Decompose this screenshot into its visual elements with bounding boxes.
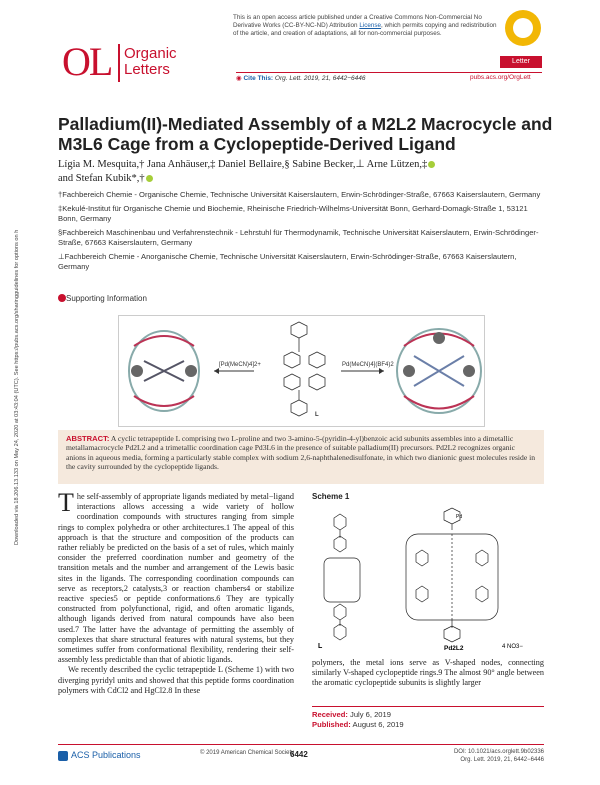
acs-logo-icon <box>58 751 68 761</box>
pd-atom <box>433 332 445 344</box>
author-list: Lígia M. Mesquita,† Jana Anhäuser,‡ Daniel Bellaire,§ Sabine Becker,⊥ Arne Lützen,‡ and Stefan Kubik*,† <box>58 158 528 186</box>
ligand-L-label: L <box>318 643 323 650</box>
download-side-note <box>6 230 36 550</box>
footer-rule <box>58 744 544 745</box>
affiliation-item: ‡Kekulé-Institut für Organische Chemie und Biochemie, Rheinische Friedrich-Wilhelms-Universität Bonn, Gerhard-Domagk-Straße 1, 53121 Bonn, Germany <box>58 204 528 223</box>
cite-icon: ◉ <box>236 75 242 82</box>
dates-rule <box>312 706 544 707</box>
doi-link[interactable]: DOI: 10.1021/acs.orglett.9b02336 <box>453 749 544 755</box>
side-note-text: Downloaded via 18.206.13.133 on May 24, 2020 at 03:43:04 (UTC). See https://pubs.acs.org/sharingguidelines for options on how to legitimately share published articles. <box>14 230 20 545</box>
reagent-right: Pd(MeCN)4](BF4)2 <box>342 362 394 368</box>
abstract-text: A cyclic tetrapeptide L comprising two L-proline and two 3-amino-5-(pyridin-4-yl)benzoic acid subunits assembles into a dimetallic metallamacrocycle Pd2L2 and a trimetallic coordination cage Pd3L6 in the presence of suitable palladium(II) precursors. Pd2L2 recognizes organic anions in aqueous media, forming a particularly stable complex with sodium 2,6-naphthalenedisulfonate, in which two dianionic guest molecules reside in the cavity surrounded by the cyclopeptide ligands. <box>66 434 536 472</box>
copyright: © 2019 American Chemical Society <box>200 750 295 756</box>
doi-citation: DOI: 10.1021/acs.orglett.9b02336 Org. Lett. 2019, 21, 6442−6446 <box>420 748 544 764</box>
journal-logo-ol: OL <box>62 39 112 84</box>
orcid-icon[interactable] <box>428 161 435 168</box>
pd-atom <box>403 365 415 377</box>
drop-cap: T <box>58 488 74 517</box>
open-access-notice: This is an open access article published under a Creative Commons Non-Commercial No Derivative Works (CC-BY-NC-ND) Attribution License, which permits copying and redistribution of the article, and creation of adaptations, all for non-commercial purposes. <box>233 14 497 37</box>
pd-atom <box>463 365 475 377</box>
pd2l2-label: Pd2L2 <box>444 645 464 652</box>
cite-this[interactable]: ◉ Cite This: Org. Lett. 2019, 21, 6442−6446 <box>236 75 366 82</box>
orcid-icon[interactable] <box>146 175 153 182</box>
toc-graphic-svg <box>119 316 484 426</box>
article-type-badge: Letter <box>500 56 542 68</box>
body-paragraph: he self-assembly of appropriate ligands mediated by metal−ligand interactions allows accessing a wide variety of hollow coordination compounds with structures ranging from simple rings to complex polyhedra or other architectures.1 The appeal of this approach is that the structure and composition of the products can rather reliably be predicted on the basis of a set of rules, which mainly consider the preferred coordination number and geometry of the transition metals and the number and arrangement of the Lewis basic sites in the ligands. The corresponding coordination compounds can serve as receptors,2 catalysts,3 or reaction chambers4 or stabilize reactive species5 or peptide conformations.6 They are typically constructed from polyfunctional, rigid, and often aromatic ligands, although ligands derived from natural compounds have also been used.7 The latter have the advantage of permitting the assembly of complexes that share structural features with natural systems, but they sometimes suffer from conformational flexibility, rendering their self-assembly less predictable than that of abiotic ligands. <box>58 492 294 665</box>
abstract-heading: ABSTRACT: <box>66 434 110 443</box>
affiliation-item: ⊥Fachbereich Chemie - Anorganische Chemie, Technische Universität Kaiserslautern, Erwin-Schrödinger-Straße, 67663 Kaiserslautern, Germany <box>58 252 517 271</box>
header-rule <box>236 72 542 73</box>
journal-url-link[interactable]: pubs.acs.org/OrgLett <box>470 74 531 81</box>
body-right-column: polymers, the metal ions serve as V-shaped nodes, connecting similarly V-shaped cyclopeptide rings.9 The almost 90° angle between the aromatic cyclopeptide subunits is slightly larger <box>312 658 544 688</box>
page-number: 6442 <box>290 750 308 759</box>
pd2l2-drawing <box>406 508 498 642</box>
ligand-L-drawing <box>324 514 360 640</box>
abstract-box <box>58 430 544 484</box>
supporting-info-link[interactable]: Supporting Information <box>66 294 147 303</box>
anion-label: 4 NO3− <box>502 644 523 650</box>
ligand-structure <box>284 322 325 416</box>
article-dates: Received: July 6, 2019 Published: August 6, 2019 <box>312 710 404 729</box>
pd-atom <box>131 365 143 377</box>
pd-atom <box>185 365 197 377</box>
logo-divider <box>118 44 120 82</box>
toc-graphic <box>118 315 485 427</box>
supporting-info-icon[interactable] <box>58 294 66 302</box>
scheme-svg <box>306 504 546 652</box>
scheme-1-figure <box>306 504 546 652</box>
affiliations <box>58 190 548 276</box>
ligand-label: L <box>315 412 319 418</box>
reagent-left: [Pd(MeCN)4]2+ <box>219 362 261 368</box>
body-paragraph: We recently described the cyclic tetrapeptide L (Scheme 1) with two diverging pyridyl units and showed that this peptide forms coordination polymers with CdCl2 and HgCl2.8 In these <box>58 665 294 695</box>
article-title: Palladium(II)-Mediated Assembly of a M2L2 Macrocycle and M3L6 Cage from a Cyclopeptide-Derived Ligand <box>58 114 553 154</box>
body-left-column <box>58 488 294 696</box>
pd-label: Pd <box>456 514 463 520</box>
license-link[interactable]: License <box>359 22 382 29</box>
affiliation-item: †Fachbereich Chemie - Organische Chemie, Technische Universität Kaiserslautern, Erwin-Schrödinger-Straße, 67663 Kaiserslautern, Germany <box>58 190 541 199</box>
scheme-label: Scheme 1 <box>312 492 350 501</box>
journal-logo-name: Organic Letters <box>124 45 177 78</box>
open-access-badge-inner <box>513 18 533 38</box>
affiliation-item: §Fachbereich Maschinenbau und Verfahrenstechnik - Lehrstuhl für Thermodynamik, Technische Universität Kaiserslautern, Erwin-Schrödinger-Straße, 67663 Kaiserslautern, Germany <box>58 228 539 247</box>
acs-publications-logo[interactable]: ACS Publications <box>58 750 141 761</box>
